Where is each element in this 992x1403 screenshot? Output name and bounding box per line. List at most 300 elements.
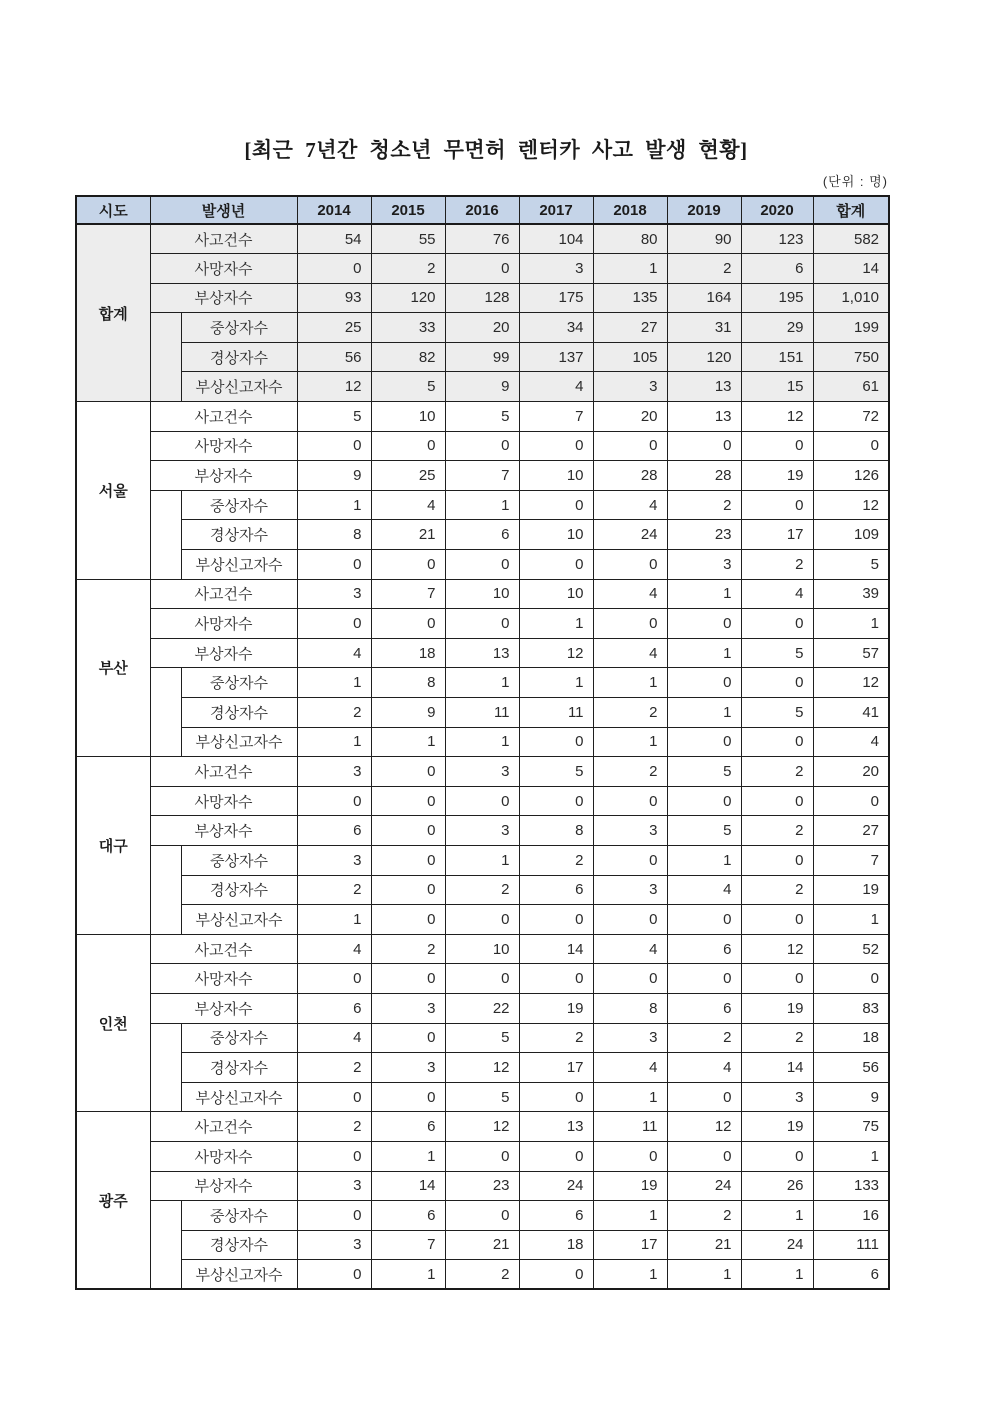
value-cell: 2 [297,1112,371,1142]
value-cell: 20 [813,757,889,787]
sub-row-label-cell: 중상자수 [181,490,297,520]
value-cell: 2 [297,698,371,728]
column-header: 발생년 [150,196,297,224]
value-cell: 0 [371,964,445,994]
row-label-cell: 사망자수 [150,254,297,284]
row-label-cell: 부상자수 [150,993,297,1023]
value-cell: 61 [813,372,889,402]
table-row [76,816,889,846]
sub-row-label-cell: 부상신고자수 [181,1260,297,1290]
value-cell: 15 [741,372,813,402]
table-row [76,254,889,284]
value-cell: 34 [519,313,593,343]
value-cell: 0 [371,786,445,816]
value-cell: 0 [667,964,741,994]
value-cell: 16 [813,1201,889,1231]
value-cell: 0 [297,1082,371,1112]
value-cell: 12 [741,402,813,432]
row-label-cell: 사망자수 [150,1141,297,1171]
value-cell: 26 [741,1171,813,1201]
value-cell: 12 [297,372,371,402]
value-cell: 1 [445,668,519,698]
table-row [76,224,889,254]
value-cell: 0 [297,609,371,639]
value-cell: 19 [519,993,593,1023]
value-cell: 1 [667,845,741,875]
value-cell: 0 [593,431,667,461]
value-cell: 4 [593,638,667,668]
value-cell: 3 [297,1230,371,1260]
sub-row-label-cell: 부상신고자수 [181,372,297,402]
indent-cell [150,668,181,757]
value-cell: 1 [813,905,889,935]
header-row [76,196,889,224]
value-cell: 0 [741,668,813,698]
value-cell: 24 [593,520,667,550]
value-cell: 6 [297,816,371,846]
table-row [76,786,889,816]
value-cell: 13 [519,1112,593,1142]
value-cell: 4 [667,1053,741,1083]
indent-cell [150,1023,181,1112]
value-cell: 9 [813,1082,889,1112]
value-cell: 1 [519,668,593,698]
value-cell: 1 [593,1201,667,1231]
value-cell: 5 [667,816,741,846]
value-cell: 2 [667,490,741,520]
column-header: 2016 [445,196,519,224]
value-cell: 4 [297,1023,371,1053]
value-cell: 4 [593,1053,667,1083]
value-cell: 39 [813,579,889,609]
value-cell: 5 [297,402,371,432]
sub-row-label-cell: 부상신고자수 [181,727,297,757]
column-header: 2014 [297,196,371,224]
value-cell: 1 [667,698,741,728]
value-cell: 0 [297,1260,371,1290]
value-cell: 23 [667,520,741,550]
value-cell: 0 [519,431,593,461]
table-row [76,490,889,520]
value-cell: 0 [519,905,593,935]
table-row [76,638,889,668]
value-cell: 6 [667,934,741,964]
indent-cell [150,1201,181,1290]
value-cell: 126 [813,461,889,491]
value-cell: 1 [593,727,667,757]
value-cell: 24 [741,1230,813,1260]
value-cell: 17 [741,520,813,550]
value-cell: 2 [593,698,667,728]
table-row [76,1023,889,1053]
value-cell: 2 [445,875,519,905]
table-row [76,283,889,313]
value-cell: 2 [667,1201,741,1231]
value-cell: 1 [593,1260,667,1290]
value-cell: 10 [371,402,445,432]
region-cell: 부산 [76,579,150,757]
value-cell: 0 [593,609,667,639]
table-row [76,1053,889,1083]
table-row [76,1141,889,1171]
table-row [76,964,889,994]
value-cell: 1 [445,490,519,520]
value-cell: 175 [519,283,593,313]
value-cell: 3 [445,816,519,846]
value-cell: 1 [371,1260,445,1290]
value-cell: 6 [813,1260,889,1290]
value-cell: 0 [667,727,741,757]
table-row [76,520,889,550]
table-row [76,727,889,757]
value-cell: 90 [667,224,741,254]
value-cell: 19 [593,1171,667,1201]
value-cell: 0 [741,1141,813,1171]
value-cell: 13 [667,372,741,402]
table-row [76,668,889,698]
value-cell: 41 [813,698,889,728]
table-row [76,905,889,935]
value-cell: 0 [445,254,519,284]
value-cell: 1 [593,254,667,284]
value-cell: 0 [519,786,593,816]
value-cell: 6 [741,254,813,284]
value-cell: 2 [519,845,593,875]
value-cell: 0 [667,905,741,935]
value-cell: 2 [741,1023,813,1053]
row-label-cell: 사고건수 [150,402,297,432]
row-label-cell: 부상자수 [150,816,297,846]
value-cell: 0 [371,550,445,580]
sub-row-label-cell: 경상자수 [181,1053,297,1083]
table-header [76,196,889,224]
value-cell: 1 [813,1141,889,1171]
row-label-cell: 사망자수 [150,431,297,461]
value-cell: 3 [519,254,593,284]
table-row [76,1260,889,1290]
row-label-cell: 사망자수 [150,786,297,816]
value-cell: 0 [519,727,593,757]
value-cell: 55 [371,224,445,254]
value-cell: 128 [445,283,519,313]
value-cell: 0 [667,1141,741,1171]
table-row [76,1230,889,1260]
value-cell: 1 [667,638,741,668]
value-cell: 20 [593,402,667,432]
value-cell: 8 [519,816,593,846]
value-cell: 0 [813,786,889,816]
value-cell: 99 [445,342,519,372]
value-cell: 33 [371,313,445,343]
value-cell: 1 [297,490,371,520]
value-cell: 17 [519,1053,593,1083]
value-cell: 104 [519,224,593,254]
value-cell: 2 [741,757,813,787]
value-cell: 19 [741,1112,813,1142]
value-cell: 0 [667,1082,741,1112]
row-label-cell: 사고건수 [150,1112,297,1142]
value-cell: 2 [741,875,813,905]
value-cell: 19 [741,461,813,491]
value-cell: 7 [519,402,593,432]
region-cell: 서울 [76,402,150,580]
value-cell: 3 [297,579,371,609]
table-row [76,993,889,1023]
value-cell: 10 [519,579,593,609]
value-cell: 4 [297,638,371,668]
table-row [76,1201,889,1231]
value-cell: 0 [741,964,813,994]
value-cell: 27 [593,313,667,343]
value-cell: 29 [741,313,813,343]
value-cell: 7 [813,845,889,875]
value-cell: 0 [371,845,445,875]
value-cell: 21 [371,520,445,550]
value-cell: 93 [297,283,371,313]
value-cell: 1 [813,609,889,639]
value-cell: 6 [445,520,519,550]
value-cell: 4 [741,579,813,609]
row-label-cell: 사고건수 [150,934,297,964]
sub-row-label-cell: 중상자수 [181,313,297,343]
value-cell: 164 [667,283,741,313]
row-label-cell: 사망자수 [150,964,297,994]
value-cell: 25 [297,313,371,343]
value-cell: 0 [297,550,371,580]
value-cell: 0 [445,905,519,935]
value-cell: 0 [297,786,371,816]
value-cell: 0 [445,1141,519,1171]
value-cell: 0 [371,609,445,639]
value-cell: 4 [667,875,741,905]
value-cell: 0 [371,1082,445,1112]
value-cell: 14 [371,1171,445,1201]
value-cell: 83 [813,993,889,1023]
value-cell: 0 [371,875,445,905]
table-row [76,372,889,402]
value-cell: 2 [445,1260,519,1290]
table-row [76,609,889,639]
value-cell: 4 [593,490,667,520]
value-cell: 0 [667,431,741,461]
value-cell: 2 [297,875,371,905]
value-cell: 56 [297,342,371,372]
value-cell: 12 [813,668,889,698]
value-cell: 0 [741,845,813,875]
value-cell: 0 [593,1141,667,1171]
value-cell: 21 [445,1230,519,1260]
value-cell: 0 [741,609,813,639]
value-cell: 8 [593,993,667,1023]
value-cell: 3 [593,875,667,905]
value-cell: 9 [371,698,445,728]
row-label-cell: 사고건수 [150,579,297,609]
value-cell: 25 [371,461,445,491]
sub-row-label-cell: 부상신고자수 [181,905,297,935]
value-cell: 0 [741,905,813,935]
column-header: 2018 [593,196,667,224]
sub-row-label-cell: 경상자수 [181,698,297,728]
row-label-cell: 사고건수 [150,757,297,787]
value-cell: 0 [297,1201,371,1231]
value-cell: 19 [813,875,889,905]
value-cell: 1 [297,727,371,757]
value-cell: 14 [813,254,889,284]
value-cell: 7 [371,1230,445,1260]
value-cell: 3 [297,1171,371,1201]
table-row [76,431,889,461]
sub-row-label-cell: 경상자수 [181,520,297,550]
value-cell: 199 [813,313,889,343]
table-row [76,934,889,964]
value-cell: 11 [593,1112,667,1142]
value-cell: 8 [297,520,371,550]
value-cell: 1 [297,668,371,698]
region-cell: 인천 [76,934,150,1112]
value-cell: 3 [371,993,445,1023]
value-cell: 0 [593,845,667,875]
value-cell: 3 [667,550,741,580]
value-cell: 31 [667,313,741,343]
value-cell: 0 [371,431,445,461]
table-row [76,313,889,343]
value-cell: 5 [445,1082,519,1112]
table-row [76,1171,889,1201]
value-cell: 111 [813,1230,889,1260]
value-cell: 4 [519,372,593,402]
value-cell: 0 [813,964,889,994]
table-row [76,461,889,491]
value-cell: 28 [593,461,667,491]
value-cell: 0 [813,431,889,461]
value-cell: 4 [593,579,667,609]
sub-row-label-cell: 경상자수 [181,342,297,372]
value-cell: 10 [445,934,519,964]
table-row [76,579,889,609]
value-cell: 10 [445,579,519,609]
value-cell: 2 [741,550,813,580]
table-row [76,1112,889,1142]
value-cell: 1 [445,727,519,757]
value-cell: 22 [445,993,519,1023]
sub-row-label-cell: 경상자수 [181,875,297,905]
table-row [76,1082,889,1112]
value-cell: 12 [519,638,593,668]
value-cell: 12 [813,490,889,520]
value-cell: 6 [519,875,593,905]
value-cell: 0 [667,668,741,698]
value-cell: 52 [813,934,889,964]
value-cell: 17 [593,1230,667,1260]
value-cell: 5 [741,638,813,668]
indent-cell [150,490,181,579]
column-header: 2017 [519,196,593,224]
value-cell: 28 [667,461,741,491]
value-cell: 0 [445,431,519,461]
value-cell: 5 [667,757,741,787]
column-header: 합계 [813,196,889,224]
region-cell: 합계 [76,224,150,402]
value-cell: 4 [297,934,371,964]
value-cell: 750 [813,342,889,372]
value-cell: 20 [445,313,519,343]
value-cell: 6 [371,1112,445,1142]
value-cell: 5 [813,550,889,580]
value-cell: 0 [741,431,813,461]
value-cell: 6 [297,993,371,1023]
value-cell: 0 [297,254,371,284]
value-cell: 4 [813,727,889,757]
value-cell: 1 [741,1260,813,1290]
value-cell: 1 [445,845,519,875]
value-cell: 0 [445,786,519,816]
value-cell: 3 [593,816,667,846]
value-cell: 2 [741,816,813,846]
value-cell: 0 [593,550,667,580]
table-row [76,845,889,875]
sub-row-label-cell: 중상자수 [181,1201,297,1231]
value-cell: 3 [593,1023,667,1053]
value-cell: 6 [667,993,741,1023]
value-cell: 123 [741,224,813,254]
value-cell: 24 [667,1171,741,1201]
value-cell: 2 [371,934,445,964]
sub-row-label-cell: 부상신고자수 [181,550,297,580]
value-cell: 133 [813,1171,889,1201]
value-cell: 0 [667,609,741,639]
value-cell: 14 [519,934,593,964]
value-cell: 0 [519,550,593,580]
value-cell: 18 [813,1023,889,1053]
value-cell: 5 [445,402,519,432]
value-cell: 3 [445,757,519,787]
value-cell: 10 [519,520,593,550]
column-header: 2020 [741,196,813,224]
table-row [76,550,889,580]
region-cell: 대구 [76,757,150,935]
value-cell: 23 [445,1171,519,1201]
value-cell: 4 [593,934,667,964]
value-cell: 0 [297,964,371,994]
value-cell: 19 [741,993,813,1023]
value-cell: 3 [297,757,371,787]
value-cell: 76 [445,224,519,254]
value-cell: 18 [371,638,445,668]
value-cell: 12 [667,1112,741,1142]
value-cell: 13 [445,638,519,668]
value-cell: 0 [741,490,813,520]
value-cell: 0 [593,786,667,816]
value-cell: 11 [519,698,593,728]
value-cell: 2 [667,254,741,284]
value-cell: 0 [519,1082,593,1112]
value-cell: 0 [445,609,519,639]
value-cell: 1 [593,668,667,698]
sub-row-label-cell: 중상자수 [181,668,297,698]
value-cell: 8 [371,668,445,698]
row-label-cell: 부상자수 [150,1171,297,1201]
value-cell: 0 [445,550,519,580]
value-cell: 0 [371,1023,445,1053]
value-cell: 21 [667,1230,741,1260]
value-cell: 1 [371,1141,445,1171]
value-cell: 137 [519,342,593,372]
value-cell: 0 [519,1260,593,1290]
value-cell: 27 [813,816,889,846]
indent-cell [150,313,181,402]
row-label-cell: 부상자수 [150,283,297,313]
value-cell: 2 [667,1023,741,1053]
